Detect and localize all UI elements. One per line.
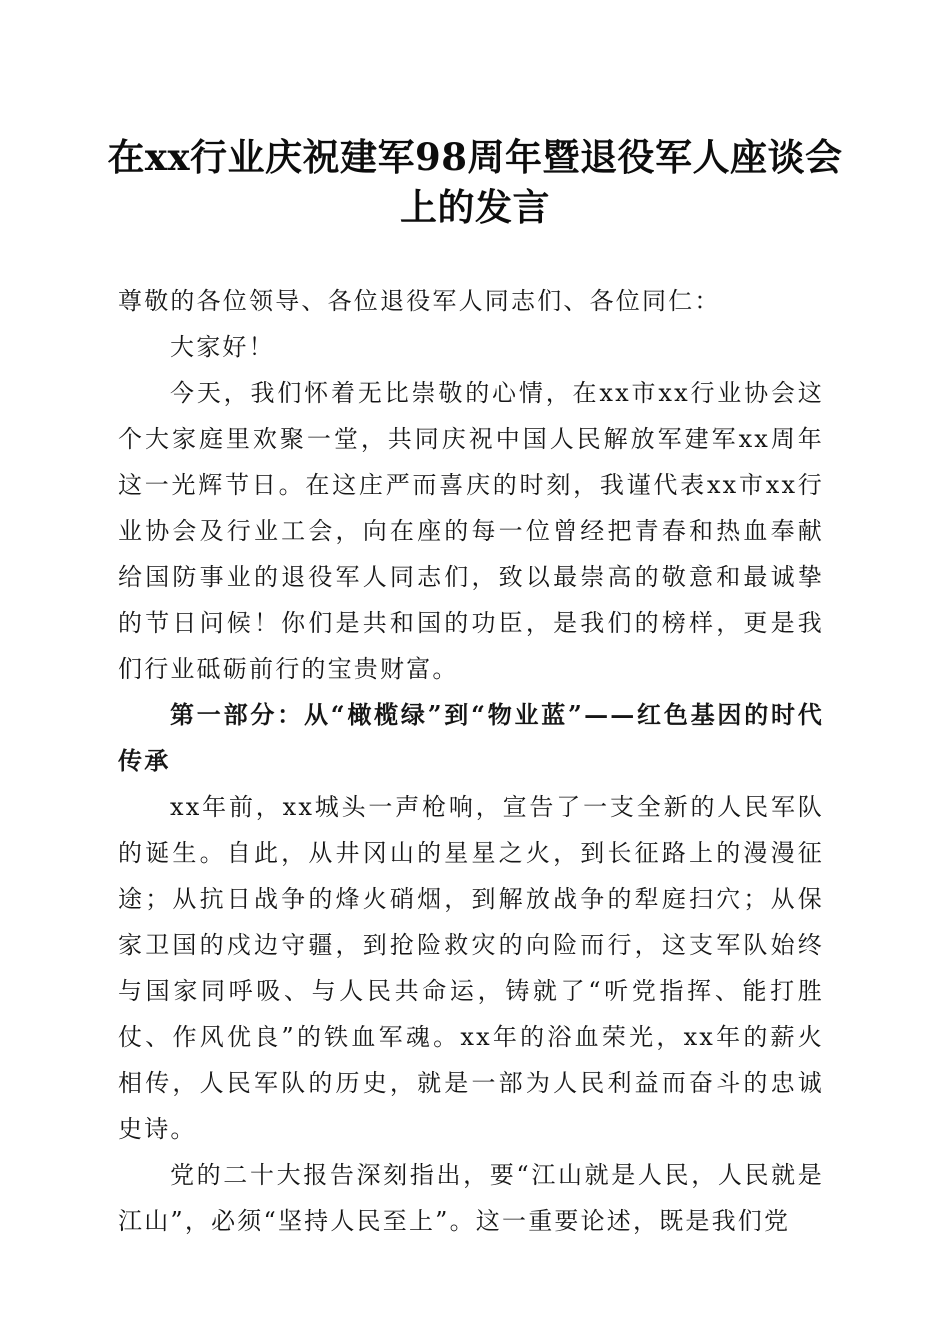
section-heading: 第一部分：从“橄榄绿”到“物业蓝”——红色基因的时代传承 (118, 700, 824, 775)
greeting: 大家好！ (170, 333, 275, 361)
document-title: 在xx行业庆祝建军98周年暨退役军人座谈会上的发言 (107, 135, 843, 229)
document-body (118, 278, 824, 1244)
paragraph-report: 党的二十大报告深刻指出，要“江山就是人民，人民就是江山”，必须“坚持人民至上”。这一重要论述，既是我们党 (118, 1161, 824, 1235)
paragraph-intro: 今天，我们怀着无比崇敬的心情，在xx市xx行业协会这个大家庭里欢聚一堂，共同庆祝中国人民解放军建军xx周年这一光辉节日。在这庄严而喜庆的时刻，我谨代表xx市xx行业协会及行业工会，向在座的每一位曾经把青春和热血奉献给国防事业的退役军人同志们，致以最崇高的敬意和最诚挚的节日问候！你们是共和国的功臣，是我们的榜样，更是我们行业砥砺前行的宝贵财富。 (118, 379, 824, 683)
paragraph-history: xx年前，xx城头一声枪响，宣告了一支全新的人民军队的诞生。自此，从井冈山的星星之火，到长征路上的漫漫征途；从抗日战争的烽火硝烟，到解放战争的犁庭扫穴；从保家卫国的戍边守疆，到抢险救灾的向险而行，这支军队始终与国家同呼吸、与人民共命运，铸就了“听党指挥、能打胜仗、作风优良”的铁血军魂。xx年的浴血荣光，xx年的薪火相传，人民军队的历史，就是一部为人民利益而奋斗的忠诚史诗。 (118, 793, 824, 1143)
salutation: 尊敬的各位领导、各位退役军人同志们、各位同仁： (118, 287, 721, 315)
